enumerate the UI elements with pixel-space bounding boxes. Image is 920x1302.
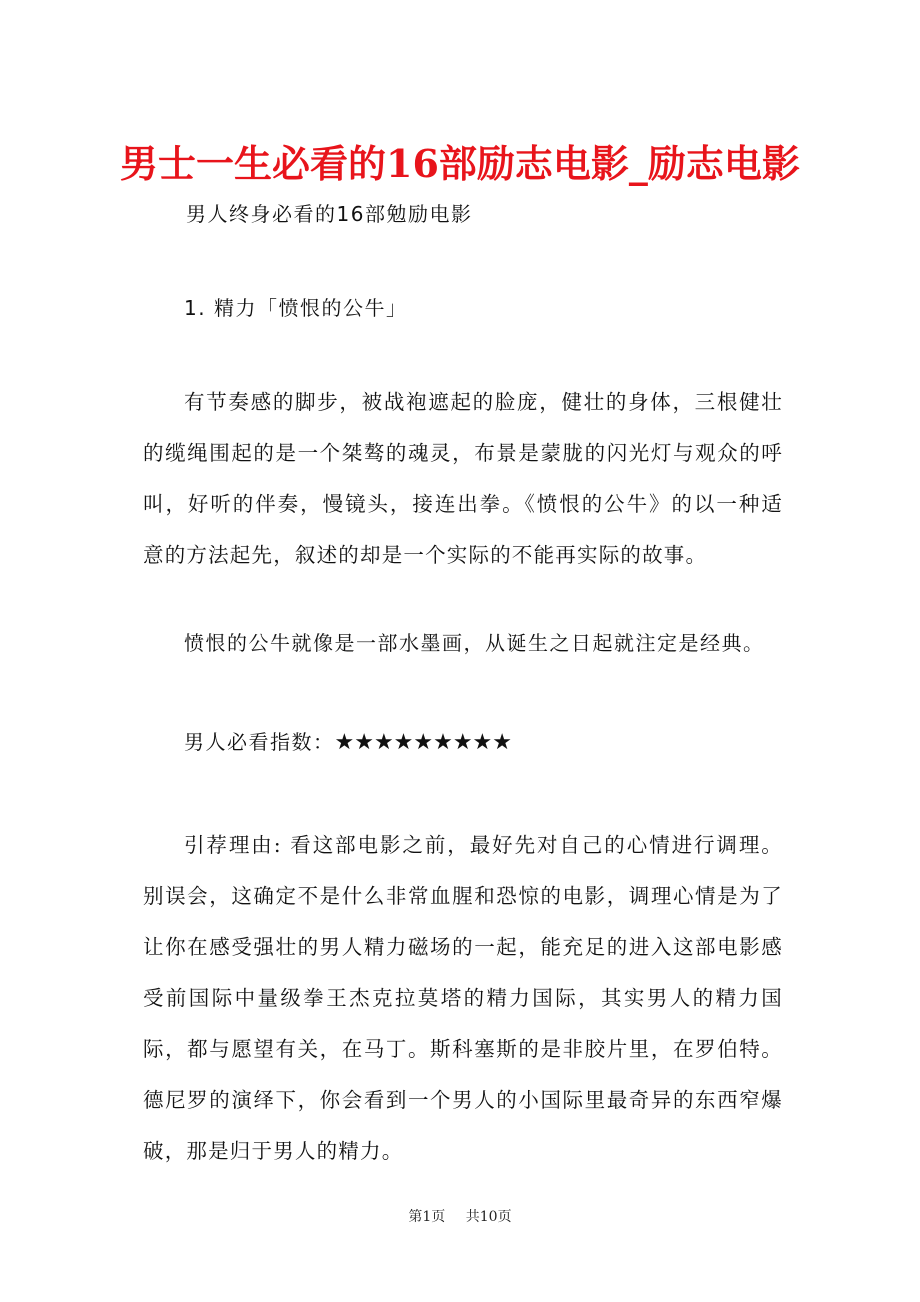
rating-row	[184, 726, 512, 755]
section-heading: 1. 精力「愤恨的公牛」	[184, 296, 408, 320]
paragraph-recommendation: 引荐理由: 看这部电影之前，最好先对自己的心情进行调理。别误会，这确定不是什么非常血腥和恐惊的电影，调理心情是为了让你在感受强壮的男人精力磁场的一起，能充足的进入这部电影感受前国际中量级拳王杰克拉莫塔的精力国际，其实男人的精力国际，都与愿望有关，在马丁。斯科塞斯的是非胶片里，在罗伯特。德尼罗的演绎下，你会看到一个男人的小国际里最奇异的东西窄爆破，那是归于男人的精力。	[143, 833, 783, 1163]
document-subtitle: 男人终身必看的16部勉励电影	[186, 202, 473, 226]
rating-stars: ★★★★★★★★★	[334, 730, 513, 755]
rating-label: 男人必看指数：	[184, 730, 335, 754]
page-total: 共10页	[465, 1209, 512, 1225]
page-footer	[0, 1206, 920, 1226]
paragraph-intro: 有节奏感的脚步，被战袍遮起的脸庞，健壮的身体，三根健壮的缆绳围起的是一个桀骜的魂灵，布景是蒙胧的闪光灯与观众的呼叫，好听的伴奏，慢镜头，接连出拳。《愤恨的公牛》的以一种适意的方法起先，叙述的却是一个实际的不能再实际的故事。	[143, 390, 783, 567]
page-number: 第1页	[408, 1209, 446, 1225]
paragraph-classic: 愤恨的公牛就像是一部水墨画，从诞生之日起就注定是经典。	[184, 631, 765, 655]
document-title: 男士一生必看的16部励志电影_励志电影	[120, 141, 800, 187]
